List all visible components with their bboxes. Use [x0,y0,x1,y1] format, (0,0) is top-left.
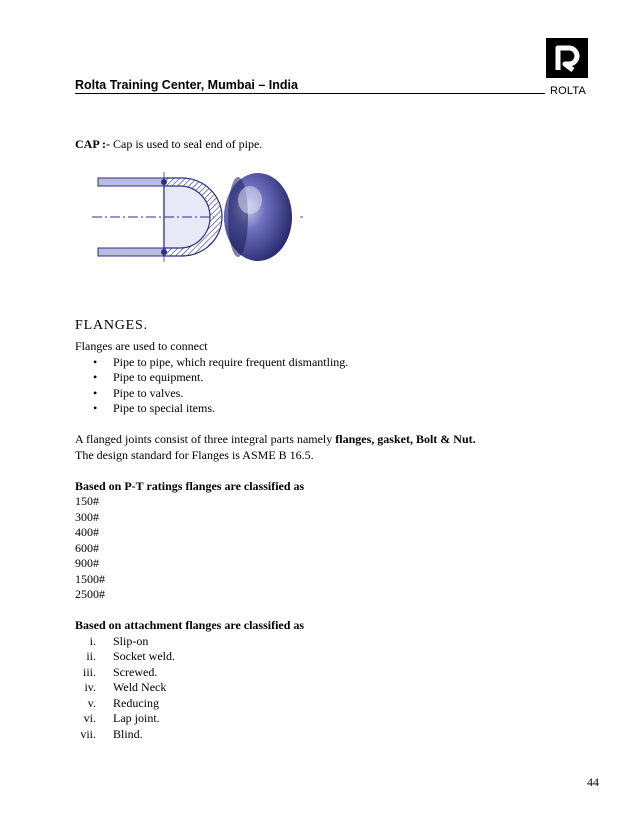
design-standard-text: The design standard for Flanges is ASME B 16.5. [75,447,314,462]
cap-definition [75,137,262,153]
joint-text-parts: flanges, gasket, Bolt & Nut. [335,432,476,446]
header-title: Rolta Training Center, Mumbai – India [75,78,298,92]
list-item: ii. Socket weld. [86,649,175,663]
list-item: • Pipe to equipment. [75,370,476,386]
flanges-intro: Flanges are used to connect [75,339,208,353]
list-item: 600# [75,540,99,555]
list-item: 1500# [75,571,105,586]
list-item: 400# [75,525,99,539]
list-item: i. Slip-on [89,633,149,648]
attachment-heading: Based on attachment flanges are classified as [75,618,305,632]
list-item: iv. Weld Neck [84,680,167,694]
list-item: 2500# [75,587,105,601]
rolta-logo [546,38,590,97]
flanges-section [75,339,476,742]
joint-parts-text [75,432,476,448]
list-item: • Pipe to special items. [75,401,476,417]
page-number: 44 [587,775,599,789]
list-item: iii. Screwed. [82,664,158,679]
flange-uses-list [75,355,476,417]
pt-rating-list [75,494,476,603]
list-item: vii. Blind. [80,726,143,741]
cap-section-drawing [92,172,222,262]
list-item: 300# [75,509,99,524]
list-item: vi. Lap joint. [83,711,160,725]
list-item: v. Reducing [87,695,159,710]
list-item: • Pipe to valves. [75,386,476,402]
list-item: 150# [75,494,99,508]
header-rule [75,93,545,94]
list-item: • Pipe to pipe, which require frequent dismantling. [75,355,476,371]
attachment-types-list [75,634,476,743]
flanges-heading: FLANGES. [75,318,148,333]
pt-rating-heading: Based on P-T ratings flanges are classified as [75,478,305,493]
joint-text-prefix: A flanged joints consist of three integral parts namely [75,432,336,446]
cap-text: Cap is used to seal end of pipe. [110,137,263,151]
list-item: 900# [75,556,99,570]
rolta-logo-icon [546,38,588,78]
cap-3d-render [224,173,292,261]
logo-text: ROLTA [549,85,587,97]
cap-label: CAP :- [75,137,110,151]
pipe-cap-illustration [90,160,310,270]
